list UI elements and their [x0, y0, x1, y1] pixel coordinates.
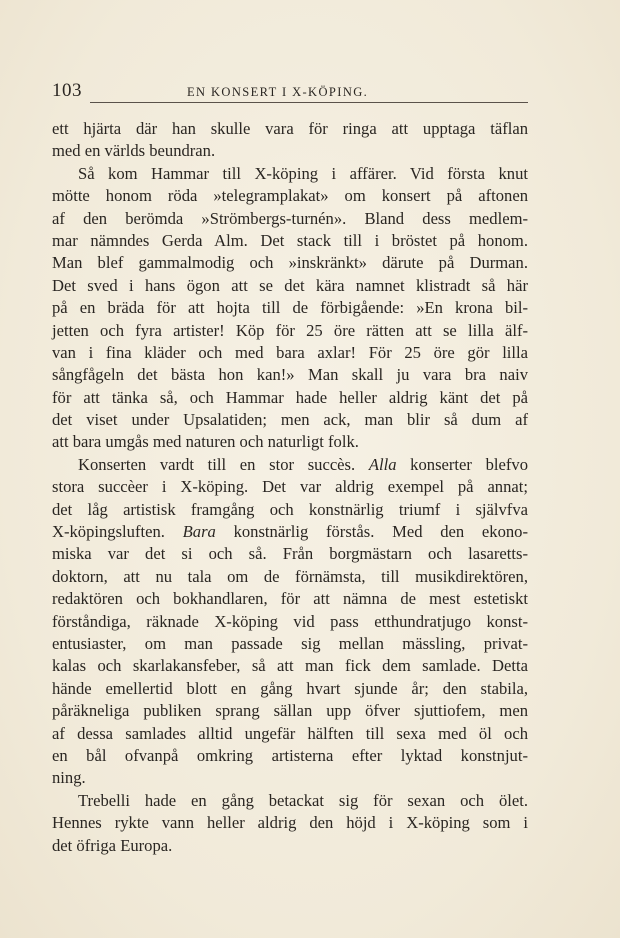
text-line: det öfriga Europa. — [52, 835, 173, 855]
text-line: Man blef gammalmodig och »inskränkt» därute på Durman. — [52, 253, 528, 273]
emphasis-bara: Bara — [182, 522, 216, 542]
text-line: en bål ofvanpå omkring artisterna efter lyktad konstnjut- — [52, 745, 528, 765]
text-segment: konserter blefvo — [396, 454, 528, 474]
emphasis-alla: Alla — [368, 454, 397, 474]
text-segment: X-köpingsluften. — [52, 522, 183, 542]
text-line: hände emellertid blott en gång hvart sjunde år; den stabila, — [52, 678, 528, 698]
text-line: Hennes rykte vann heller aldrig den höjd i X-köping som i — [52, 813, 528, 833]
header-rule — [90, 102, 528, 103]
text-line: doktorn, att nu tala om de förnämsta, till musikdirektören, — [52, 566, 528, 586]
text-line: kalas och skarlakansfeber, så att man fick dem samlade. Detta — [52, 656, 528, 676]
text-line: van i fina kläder och med bara axlar! För 25 öre gör lilla — [52, 342, 528, 362]
text-line: på en bräda för att hojta till de förbigående: »En krona bil- — [52, 298, 528, 318]
text-line: af dessa samlades alltid ungefär hälften till sexa med öl och — [52, 723, 528, 743]
text-line: redaktören och bokhandlaren, för att nämna de mest estetiskt — [52, 589, 528, 609]
body-text — [52, 118, 528, 857]
text-line: det viset under Upsalatiden; men ack, man blir så dum af — [52, 410, 528, 430]
text-line — [52, 521, 528, 543]
text-line: förståndiga, räknade X-köping vid pass etthundratjugo konst- — [52, 611, 528, 631]
text-line: med en världs beundran. — [52, 141, 216, 161]
text-line: mar nämndes Gerda Alm. Det stack till i bröstet på honom. — [52, 230, 528, 250]
text-line: mötte honom röda »telegramplakat» om konsert på aftonen — [52, 186, 528, 206]
text-line: Det sved i hans ögon att se det kära namnet klistradt så här — [52, 275, 528, 295]
text-line: af den berömda »Strömbergs-turnén». Bland dess medlem- — [52, 208, 528, 228]
text-line: ett hjärta där han skulle vara för ringa att upptaga täflan — [52, 119, 528, 138]
running-head — [52, 80, 528, 106]
text-line: miska var det si och så. Från borgmästarn och lasaretts- — [52, 544, 528, 564]
text-line: Så kom Hammar till X-köping i affärer. Vid första knut — [78, 163, 528, 183]
text-line: för att tänka så, och Hammar hade heller aldrig känt det på — [52, 387, 528, 407]
text-segment: konstnärlig förstås. Med den ekono- — [215, 522, 528, 542]
text-line: jetten och fyra artister! Köp för 25 öre rätten att se lilla älf- — [52, 320, 528, 340]
text-line — [52, 454, 528, 476]
text-line: att bara umgås med naturen och naturligt folk. — [52, 432, 359, 452]
text-line: entusiaster, om man passade sig mellan mässling, privat- — [52, 633, 528, 653]
text-line: Trebelli hade en gång betackat sig för sexan och ölet. — [78, 790, 528, 810]
page-number: 103 — [52, 80, 82, 101]
text-line: det låg artistisk framgång och konstnärlig triumf i självfva — [52, 499, 528, 519]
text-segment: Konserten vardt till en stor succès. — [78, 454, 369, 474]
text-line: ning. — [52, 768, 86, 788]
text-line: stora succèer i X-köping. Det var aldrig exempel på annat; — [52, 477, 528, 497]
text-line: påräkneliga publiken sprang sällan upp öfver sjuttiofem, men — [52, 701, 528, 721]
running-title: EN KONSERT I X-KÖPING. — [187, 85, 369, 99]
text-line: sångfågeln det bästa hon kan!» Man skall ju vara bra naiv — [52, 365, 528, 385]
